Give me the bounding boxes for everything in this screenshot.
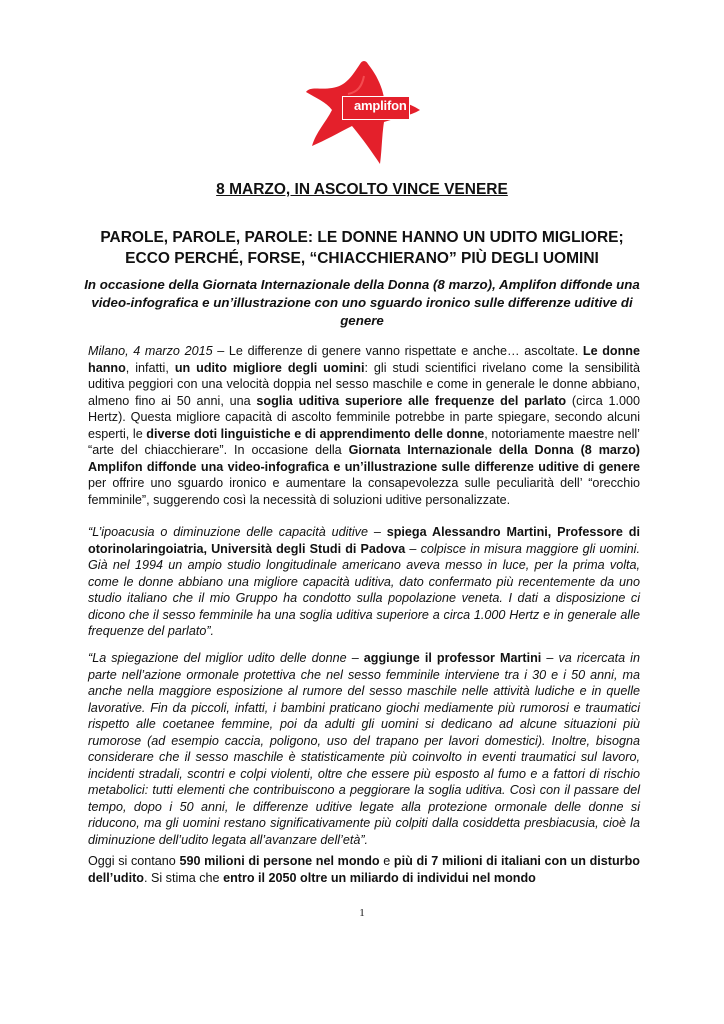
logo-text: amplifon	[354, 98, 407, 113]
italic-run: “La spiegazione del miglior udito delle donne	[88, 651, 347, 665]
text-run: : gli studi scientifici rivelano come la sensibilità uditiva peggiori con una velocità doppia nel sesso maschile e come in generale le donne abbiano, almeno fino ai 50 anni, una	[88, 360, 640, 408]
bold-run: entro il 2050 oltre un miliardo di individui nel mondo	[223, 870, 536, 885]
page-number: 1	[359, 907, 365, 919]
paragraph-2	[88, 524, 640, 640]
text-run: –	[541, 651, 559, 665]
bold-run: Giornata Internazionale della Donna (8 marzo) Amplifon diffonde una video-infografica e un’illustrazione sulle differenze uditive di genere	[88, 443, 640, 474]
text-run: –	[346, 651, 364, 665]
bold-run: più di 7 milioni di italiani con un disturbo dell’udito	[88, 854, 640, 885]
bold-run: diverse doti linguistiche e di apprendimento delle donne	[146, 426, 485, 441]
italic-run: va ricercata in parte nell’azione ormonale protettiva che nel sesso femminile interviene tra i 30 e i 50 anni, ma anche nella maggiore esposizione al rumore del sesso maschile nelle attività ludiche e in quelle lavorative. Fin da piccoli, infatti, i bambini praticano giochi mediamente più rumorosi e traumatici rispetto alle coetanee femmine, poi da adulti gli uomini si dedicano ad alcune situazioni più rumorose (ad esempio caccia, poligono, uso del trapano per lavori domestici). Inoltre, bisogna considerare che il sesso maschile è statisticamente più coinvolto in eventi traumatici sul lavoro, incidenti stradali, scontri e colpi violenti, oltre che essere più esposto al fumo e a fattori di rischio metabolici: tutti elementi che contribuiscono a peggiorare la soglia uditiva. Così con il passare del tempo, dopo i 50 anni, le differenze uditive legate alla protezione ormonale delle donne si riducono, ma gli uomini restano significativamente più colpiti dalla cosiddetta presbiacusia, cioè la diminuzione dell’udito legata all’avanzare dell’età”.	[88, 651, 640, 847]
text-run: (circa 1.000 Hertz). Questa migliore capacità di ascolto femminile potrebbe in parte spiegare, secondo alcuni esperti, le	[88, 393, 640, 441]
bold-run: un udito migliore degli uomini	[174, 360, 365, 375]
intro-subtitle: In occasione della Giornata Internazionale della Donna (8 marzo), Amplifon diffonde una video-infografica e un’illustrazione con uno sguardo ironico sulle differenze uditive di genere	[84, 277, 640, 328]
bold-run: aggiunge il professor Martini	[363, 651, 542, 665]
headline-line-2: ECCO PERCHÉ, FORSE, “CHIACCHIERANO” PIÙ DEGLI UOMINI	[125, 250, 599, 267]
italic-run: colpisce in misura maggiore gli uomini. Già nel 1994 un ampio studio longitudinale americano aveva messo in luce, per la prima volta, come le donne abbiano una migliore capacità uditiva, dato confermato più recentemente da uno studio italiano che il mio Gruppo ha condotto sulla popolazione veneta. I dati a disposizione ci dicono che il sesso femminile ha una soglia uditiva superiore a circa 1.000 Hertz e in generale alle frequenze del parlato”.	[88, 541, 640, 638]
headline-main	[70, 227, 654, 269]
text-run: , notoriamente maestre nell’ “arte del chiacchierare”. In occasione della	[88, 426, 640, 457]
headline-line-1: PAROLE, PAROLE, PAROLE: LE DONNE HANNO UN UDITO MIGLIORE;	[100, 229, 624, 246]
text-run: –	[405, 541, 421, 556]
headline-date: 8 MARZO, IN ASCOLTO VINCE VENERE	[216, 181, 508, 198]
text-run: , infatti,	[125, 360, 175, 375]
bold-run: Le donne hanno	[88, 344, 641, 375]
bold-run: soglia uditiva superiore alle frequenze del parlato	[256, 393, 567, 408]
text-run: per offrire uno sguardo ironico e aumentare la consapevolezza sulle peculiarità dell’ “orecchio femminile”, suggerendo così la necessità di soluzioni uditive personalizzate.	[88, 476, 640, 507]
text-run: . Si stima che	[143, 870, 224, 885]
bold-run: 590 milioni di persone nel mondo	[179, 854, 380, 868]
text-run: – Le differenze di genere vanno rispettate e anche… ascoltate.	[212, 344, 583, 358]
dateline: Milano, 4 marzo 2015	[88, 344, 213, 358]
bold-run: spiega Alessandro Martini, Professore di otorinolaringoiatria, Università degli Studi di Padova	[88, 525, 640, 556]
text-run: –	[367, 525, 387, 539]
paragraph-4	[88, 853, 640, 886]
paragraph-1	[88, 343, 640, 508]
text-run: e	[379, 854, 394, 868]
paragraph-3	[88, 650, 640, 848]
italic-run: “L’ipoacusia o diminuzione delle capacità uditive	[88, 525, 368, 539]
text-run: Oggi si contano	[88, 854, 180, 868]
